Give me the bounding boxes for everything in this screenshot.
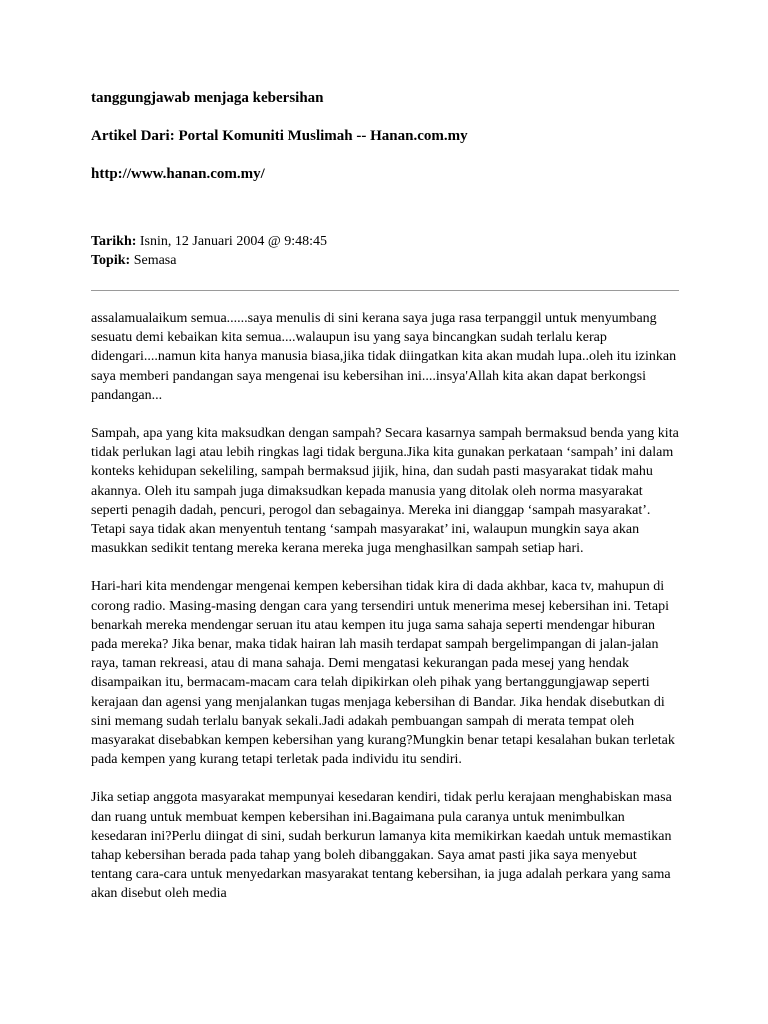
paragraph-1: assalamualaikum semua......saya menulis di sini kerana saya juga rasa terpanggil untuk menyumbang sesuatu demi kebaikan kita semua....walaupun isu yang saya bincangkan sudah terlalu kerap didengari....namun kita hanya manusia biasa,jika tidak diingatkan kita akan mudah lupa..oleh itu izinkan saya memberi pandangan saya mengenai isu kebersihan ini....insya'Allah kita akan dapat berkongsi pandangan... [91,311,677,403]
date-label: Tarikh: [91,234,137,249]
paragraph-4: Jika setiap anggota masyarakat mempunyai kesedaran kendiri, tidak perlu kerajaan menghabiskan masa dan ruang untuk membuat kempen kebersihan ini.Bagaimana pula caranya untuk menimbulkan kesedaran ini?Perlu diingat di sini, sudah berkurun lamanya kita memikirkan kaedah untuk memastikan tahap kebersihan berada pada tahap yang boleh dibanggakan. Saya amat pasti jika saya menyebut tentang cara-cara untuk menyedarkan masyarakat tentang kebersihan, ia juga adalah perkara yang sama akan disebut oleh media [91,790,672,902]
source-url: http://www.hanan.com.my/ [91,166,265,182]
document-page [91,88,679,923]
date-value: Isnin, 12 Januari 2004 @ 9:48:45 [139,234,327,249]
paragraph-3: Hari-hari kita mendengar mengenai kempen kebersihan tidak kira di dada akhbar, kaca tv, mahupun di corong radio. Masing-masing dengan cara yang tersendiri untuk menerima mesej kebersihan ini. Tetapi benarkah mereka mendengar seruan itu atau kempen itu juga sama sahaja seperti mendengar hiburan pada mereka? Jika benar, maka tidak hairan lah masih terdapat sampah bergelimpangan di jalan-jalan raya, taman rekreasi, atau di mana sahaja. Demi mengatasi kekurangan pada mesej yang hendak disampaikan itu, bermacam-macam cara telah dipikirkan oleh pihak yang bertanggungjawap seperti kerajaan dan agensi yang menjalankan tugas menjaga kebersihan di Bandar. Jika hendak disebutkan di sini memang sudah terlalu banyak sekali.Jadi adakah pembuangan sampah di merata tempat oleh masyarakat disebabkan kempen kebersihan yang kurang?Mungkin benar tetapi kesalahan bukan terletak pada kempen yang kurang tetapi terletak pada individu itu sendiri. [91,579,675,768]
article-source: Artikel Dari: Portal Komuniti Muslimah -- Hanan.com.my [91,128,468,144]
document-title: tanggungjawab menjaga kebersihan [91,90,324,106]
article-body [91,309,679,904]
date-line [91,232,679,251]
topic-label: Topik: [91,253,131,268]
divider [91,290,679,291]
topic-value: Semasa [133,253,177,268]
topic-line [91,251,679,270]
article-meta [91,232,679,270]
paragraph-2: Sampah, apa yang kita maksudkan dengan sampah? Secara kasarnya sampah bermaksud benda yang kita tidak perlukan lagi atau lebih ringkas lagi tidak berguna.Jika kita gunakan perkataan ‘sampah’ ini dalam konteks kehidupan sekeliling, sampah bermaksud jijik, hina, dan sudah pasti masyarakat tidak mahu akannya. Oleh itu sampah juga dimaksudkan kepada manusia yang ditolak oleh norma masyarakat seperti penagih dadah, pencuri, perogol dan sebagainya. Mereka ini dianggap ‘sampah masyarakat’. Tetapi saya tidak akan menyentuh tentang ‘sampah masyarakat’ ini, walaupun mungkin saya akan masukkan sedikit tentang mereka kerana mereka juga menghasilkan sampah setiap hari. [91,426,679,557]
